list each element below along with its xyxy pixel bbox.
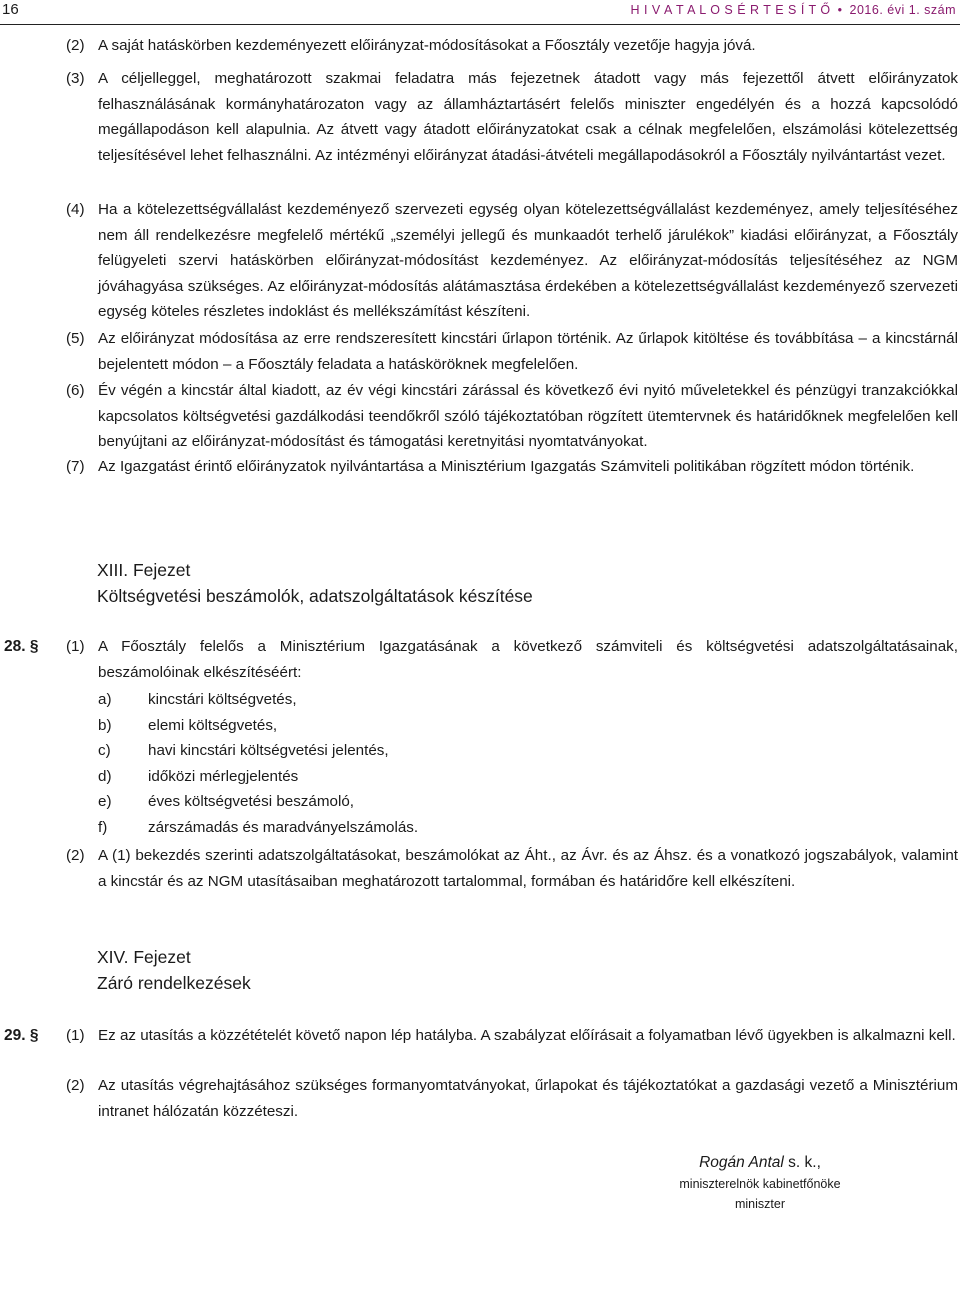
paragraph-27-2 <box>66 33 958 59</box>
issue-label: 2016. évi 1. szám <box>849 3 956 17</box>
page-number: 16 <box>2 1 19 18</box>
separator-dot: • <box>837 3 843 17</box>
paragraph-number: (2) <box>66 1077 85 1094</box>
paragraph-number: (2) <box>66 847 85 864</box>
paragraph-number: (3) <box>66 70 85 87</box>
signatory-name <box>620 1152 900 1174</box>
signatory-suffix: s. k., <box>783 1154 821 1171</box>
publication-name: H I V A T A L O S É R T E S Í T Ő <box>630 3 831 17</box>
chapter-number: XIII. Fejezet <box>97 560 191 580</box>
paragraph-text: A céljelleggel, meghatározott szakmai feladatra más fejezetnek átadott vagy más fejezettől átvett előirányzatok felhasználásának kormányhatározaton vagy az államháztartásért felelős miniszter engedélyén és a hozzá kapcsolódó megállapodáson kell alapulnia. Az átvett vagy átadott előirányzatokat csak a célnak megfelelően, elszámolási kötelezettség teljesítésével lehet felhasználni. Az intézményi előirányzat átadási-átvételi megállapodásokról a Főosztály nyilvántartást vezet. <box>98 70 958 164</box>
paragraph-number: (6) <box>66 382 85 399</box>
chapter-heading-13 <box>97 557 533 609</box>
paragraph-27-6 <box>66 378 958 455</box>
paragraph-number: (4) <box>66 201 85 218</box>
paragraph-27-5 <box>66 326 958 377</box>
paragraph-text: A Főosztály felelős a Minisztérium Igazgatásának a következő számviteli és költségvetési adatszolgáltatásainak, beszámolóinak elkészítéséért: <box>98 638 958 681</box>
signatory-role: miniszterelnök kabinetfőnöke <box>679 1177 841 1191</box>
running-title <box>630 0 956 20</box>
paragraph-number: (1) <box>66 1027 85 1044</box>
list-letter: c) <box>98 742 111 760</box>
header-rule <box>0 24 960 25</box>
paragraph-number: (5) <box>66 330 85 347</box>
list-text: időközi mérlegjelentés <box>148 767 299 785</box>
paragraph-number: (2) <box>66 37 85 54</box>
list-text: havi kincstári költségvetési jelentés, <box>148 742 389 760</box>
list-text: éves költségvetési beszámoló, <box>148 793 354 811</box>
signatory-name-italic: Rogán Antal <box>699 1154 784 1171</box>
section-mark-28: 28. § <box>4 638 39 655</box>
list-text: zárszámadás és maradványelszámolás. <box>148 818 419 836</box>
paragraph-number: (1) <box>66 638 85 655</box>
list-letter: e) <box>98 793 112 811</box>
chapter-heading-14 <box>97 944 251 996</box>
signature-block <box>620 1152 900 1214</box>
paragraph-text: Az utasítás végrehajtásához szükséges formanyomtatványokat, űrlapokat és tájékoztatókat a gazdasági vezető a Minisztérium intranet hálózatán közzéteszi. <box>98 1077 958 1120</box>
list-letter: b) <box>98 716 112 734</box>
paragraph-text: A saját hatáskörben kezdeményezett előirányzat-módosításokat a Főosztály vezetője hagyja jóvá. <box>98 37 756 54</box>
list-text: elemi költségvetés, <box>148 716 278 734</box>
paragraph-29-2 <box>66 1073 958 1124</box>
list-letter: d) <box>98 767 112 785</box>
chapter-number: XIV. Fejezet <box>97 947 191 967</box>
paragraph-text: A (1) bekezdés szerinti adatszolgáltatásokat, beszámolókat az Áht., az Ávr. és az Áhsz. és a vonatkozó jogszabályok, valamint a kincstár és az NGM utasításaiban meghatározott tartalommal, formában és határidőre kell elkészíteni. <box>98 847 958 890</box>
paragraph-text: Év végén a kincstár által kiadott, az év végi kincstári zárással és következő évi nyitó műveletekkel és pénzügyi tranzakciókkal kapcsolatos költségvetési gazdálkodási teendőkről szóló tájékoztatóban rögzített ütemtervnek és határidőknek megfelelően kell benyújtani az előirányzat-módosítást és támogatási keretnyitási nyomtatványokat. <box>98 382 958 451</box>
section-mark-29: 29. § <box>4 1027 39 1044</box>
paragraph-27-3 <box>66 66 958 168</box>
paragraph-text: Ez az utasítás a közzétételét követő napon lép hatályba. A szabályzat előírásait a folyamatban lévő ügyekben is alkalmazni kell. <box>98 1027 956 1044</box>
chapter-title: Záró rendelkezések <box>97 973 251 993</box>
signatory-title: miniszter <box>734 1197 785 1211</box>
paragraph-28-2 <box>66 843 958 894</box>
paragraph-text: Ha a kötelezettségvállalást kezdeményező szervezeti egység olyan kötelezettségvállalást kezdeményez, amely teljesítéséhez nem áll rendelkezésre megfelelő mértékű „személyi jellegű és munkaadót terhelő járulékok” kiadási előirányzat, a Főosztály felügyeleti szervi hatáskörben előirányzat-módosítást kezdeményez. Az előirányzat-módosítás teljesítéséhez az NGM jóváhagyása szükséges. Az előirányzat-módosítás alátámasztása érdekében a kötelezettségvállalást kezdeményező szervezeti egység köteles részletes indoklást és mellékszámítást készíteni. <box>98 201 958 321</box>
paragraph-text: Az Igazgatást érintő előirányzatok nyilvántartása a Minisztérium Igazgatás Számviteli politikában rögzített módon történik. <box>98 458 915 475</box>
paragraph-29-1 <box>66 1023 958 1049</box>
list-letter: f) <box>98 818 108 836</box>
paragraph-27-7 <box>66 454 958 480</box>
list-letter: a) <box>98 691 112 708</box>
paragraph-28-1 <box>66 634 958 685</box>
paragraph-text: Az előirányzat módosítása az erre rendszeresített kincstári űrlapon történik. Az űrlapok kitöltése és továbbítása – a kincstárnál bejelentett módon – a Főosztály feladata a hatásköröknek megfelelően. <box>98 330 958 373</box>
page-header <box>0 0 960 22</box>
chapter-title: Költségvetési beszámolók, adatszolgáltatások készítése <box>97 586 533 606</box>
paragraph-number: (7) <box>66 458 85 475</box>
list-text: kincstári költségvetés, <box>148 691 297 708</box>
paragraph-27-4 <box>66 197 958 325</box>
